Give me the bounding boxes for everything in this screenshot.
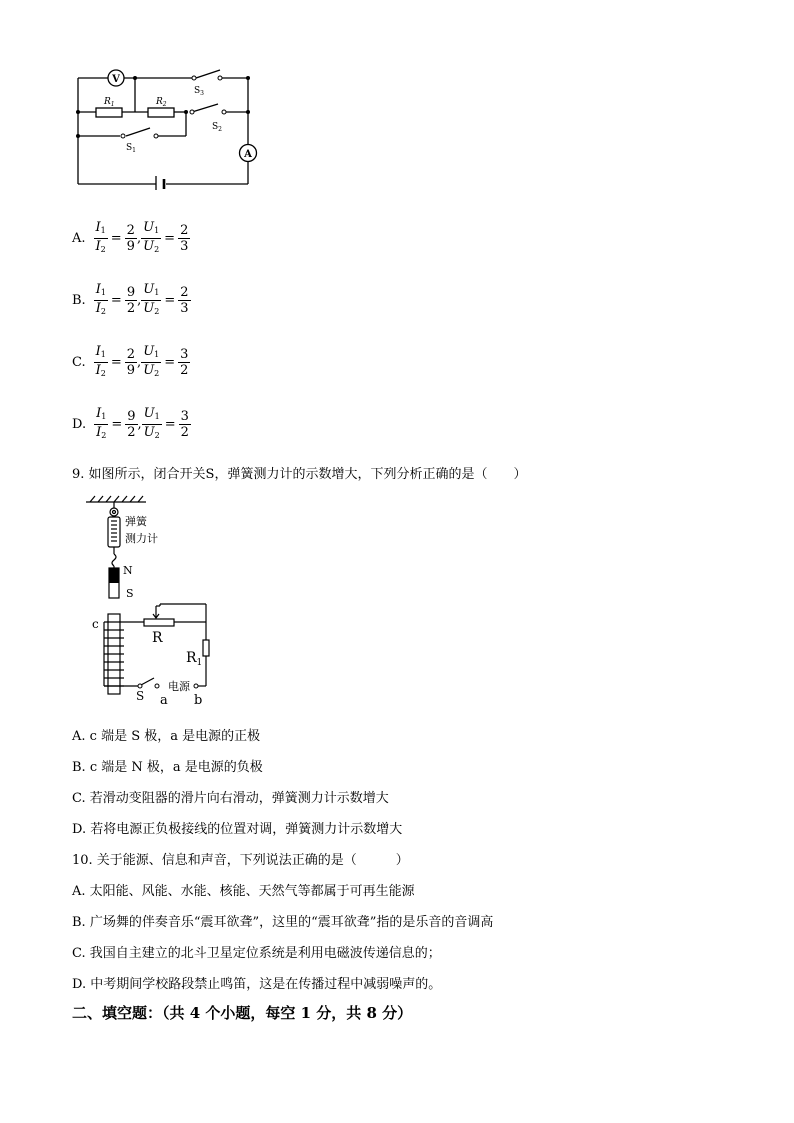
fraction-i-value: $\frac{9}{2}$	[126, 285, 136, 316]
electromagnet-diagram-q9	[80, 492, 230, 710]
rheostat-r-label: R	[152, 630, 163, 646]
fraction-u-ratio: $\frac{U_1}{U_2}$	[143, 282, 160, 316]
equals-sign: =	[164, 417, 176, 432]
equals-sign: =	[110, 355, 122, 370]
comma: ,	[136, 231, 142, 246]
power-source-label: 电源	[168, 680, 190, 693]
q10-option-d[interactable]: D. 中考期间学校路段禁止鸣笛，这是在传播过程中减弱噪声的。	[72, 977, 442, 992]
terminal-a-label: a	[160, 693, 168, 708]
q10-option-a[interactable]: A. 太阳能、风能、水能、核能、天然气等都属于可再生能源	[72, 884, 415, 899]
equals-sign: =	[110, 293, 122, 308]
comma: ,	[137, 293, 142, 308]
spring-scale-label-1: 弹簧	[125, 515, 147, 528]
end-c-label: c	[92, 617, 99, 631]
q9-option-b[interactable]: B. c 端是 N 极，a 是电源的负极	[72, 760, 263, 775]
circuit-diagram-q8	[68, 66, 258, 190]
fraction-i-ratio: $\frac{I_1}{I_2}$	[95, 282, 106, 316]
comma: ,	[137, 355, 142, 370]
q9-stem: 9. 如图所示，闭合开关S，弹簧测力计的示数增大，下列分析正确的是（ ）	[72, 467, 527, 482]
q8-option-c[interactable]	[72, 344, 190, 381]
voltmeter-label: V	[112, 74, 120, 85]
fraction-u-value: $\frac{2}{3}$	[180, 285, 189, 316]
option-label: A.	[72, 231, 86, 246]
option-label: D.	[72, 417, 87, 432]
option-label: C.	[72, 355, 86, 370]
q8-option-b[interactable]	[72, 282, 191, 319]
q8-option-d[interactable]	[72, 406, 191, 443]
equals-sign: =	[164, 293, 176, 308]
fraction-i-value: $\frac{2}{9}$	[126, 347, 136, 378]
equals-sign: =	[164, 231, 176, 246]
terminal-b-label: b	[194, 693, 203, 708]
resistor-r1-label: $R_1$	[186, 650, 203, 668]
q10-option-b[interactable]: B. 广场舞的伴奏音乐“震耳欲聋”，这里的“震耳欲聋”指的是乐音的音调高	[72, 915, 494, 930]
s1-label: $S_1$	[126, 143, 136, 154]
q9-option-c[interactable]: C. 若滑动变阻器的滑片向右滑动，弹簧测力计示数增大	[72, 791, 389, 806]
q9-option-d[interactable]: D. 若将电源正负极接线的位置对调，弹簧测力计示数增大	[72, 822, 403, 837]
section-heading-fill-in: 二、填空题：（共 4 个小题，每空 1 分，共 8 分）	[72, 1004, 413, 1022]
equals-sign: =	[110, 231, 122, 246]
magnet-s-label: S	[126, 587, 134, 600]
s3-label: $S_3$	[194, 86, 204, 97]
equals-sign: =	[164, 355, 176, 370]
fraction-i-ratio: $\frac{I_1}{I_2}$	[95, 220, 106, 254]
s2-label: $S_2$	[212, 122, 222, 133]
fraction-u-value: $\frac{3}{2}$	[180, 409, 189, 440]
r1-label: $R_1$	[104, 97, 115, 108]
fraction-i-ratio: $\frac{I_1}{I_2}$	[96, 406, 107, 440]
fraction-i-value: $\frac{2}{9}$	[126, 223, 135, 254]
option-label: B.	[72, 293, 86, 308]
q10-option-c[interactable]: C. 我国自主建立的北斗卫星定位系统是利用电磁波传递信息的；	[72, 946, 441, 961]
magnet-n-label: N	[123, 564, 133, 577]
fraction-i-ratio: $\frac{I_1}{I_2}$	[95, 344, 106, 378]
equals-sign: =	[111, 417, 123, 432]
fraction-u-ratio: $\frac{U_1}{U_2}$	[143, 220, 160, 254]
switch-s-label: S	[136, 689, 145, 703]
fraction-u-ratio: $\frac{U_1}{U_2}$	[143, 406, 160, 440]
r2-label: $R_2$	[156, 97, 167, 108]
fraction-i-value: $\frac{9}{2}$	[127, 409, 136, 440]
fraction-u-ratio: $\frac{U_1}{U_2}$	[143, 344, 160, 378]
ammeter-label: A	[244, 149, 252, 160]
q10-stem: 10. 关于能源、信息和声音，下列说法正确的是（ ）	[72, 853, 409, 868]
fraction-u-value: $\frac{2}{3}$	[180, 223, 189, 254]
spring-scale-label-2: 测力计	[125, 532, 158, 545]
q9-option-a[interactable]: A. c 端是 S 极，a 是电源的正极	[72, 729, 261, 744]
q8-option-a[interactable]	[72, 220, 190, 257]
fraction-u-value: $\frac{3}{2}$	[180, 347, 189, 378]
comma: ,	[137, 417, 142, 432]
